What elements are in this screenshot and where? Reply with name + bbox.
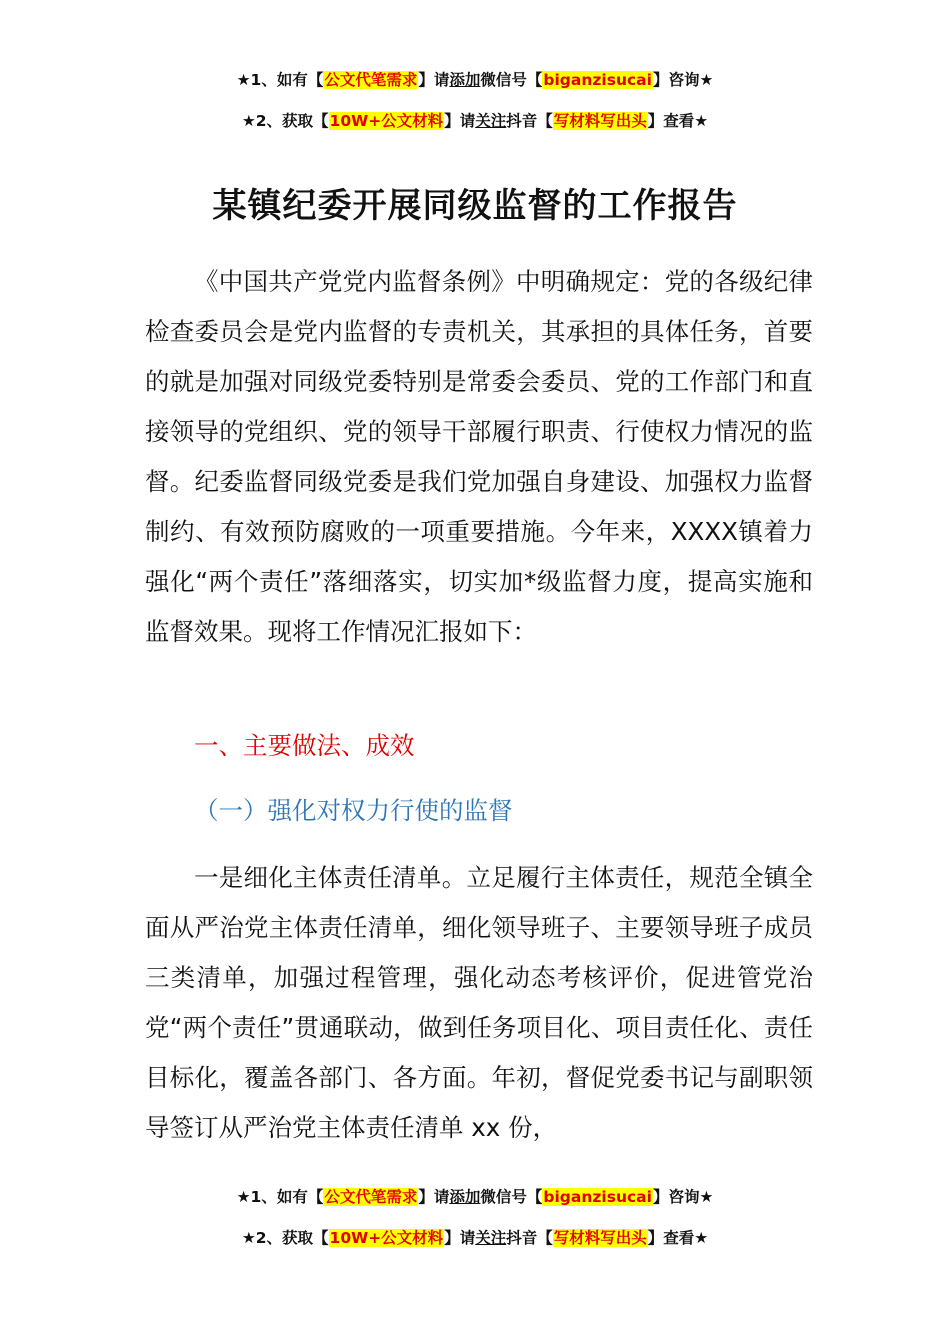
banner-text: ★1、如有【	[236, 1188, 324, 1206]
banner-text: 】请	[444, 1229, 476, 1247]
banner-text: 】咨询★	[652, 1188, 714, 1206]
section-heading: 一、主要做法、成效	[194, 731, 415, 760]
banner-highlight: 写材料写出头	[553, 112, 647, 130]
banner-text: 抖音【	[506, 112, 553, 130]
banner-text: 微信号【	[480, 1188, 543, 1206]
subsection-heading: （一）强化对权力行使的监督	[194, 796, 513, 825]
document-title: 某镇纪委开展同级监督的工作报告	[212, 186, 738, 226]
intro-paragraph: 《中国共产党党内监督条例》中明确规定：党的各级纪律检查委员会是党内监督的专责机关，其承担的具体任务，首要的就是加强对同级党委特别是常委会委员、党的工作部门和直接领导的党组织、党的领导干部履行职责、行使权力情况的监督。纪委监督同级党委是我们党加强自身建设、加强权力监督制约、有效预防腐败的一项重要措施。今年来，XXXX镇着力强化“两个责任”落细落实，切实加*级监督力度，提高实施和监督效果。现将工作情况汇报如下：	[145, 267, 813, 646]
banner-text: 微信号【	[480, 71, 543, 89]
banner-text: 】查看★	[647, 1229, 709, 1247]
banner-underline: 添加	[449, 1188, 481, 1206]
banner-highlight: 10W+公文材料	[329, 112, 444, 130]
banner-text: ★2、获取【	[241, 1229, 329, 1247]
body-paragraph: 一是细化主体责任清单。立足履行主体责任，规范全镇全面从严治党主体责任清单，细化领导班子、主要领导班子成员三类清单，加强过程管理，强化动态考核评价，促进管党治党“两个责任”贯通联动，做到任务项目化、项目责任化、责任目标化，覆盖各部门、各方面。年初，督促党委书记与副职领导签订从严治党主体责任清单 xx 份，	[145, 863, 813, 1142]
banner-highlight: biganzisucai	[543, 1188, 652, 1206]
banner-text: 】咨询★	[652, 71, 714, 89]
banner-underline: 关注	[475, 112, 507, 130]
banner-highlight: 写材料写出头	[553, 1229, 647, 1247]
banner-text: 】请	[444, 112, 476, 130]
banner-text: ★1、如有【	[236, 71, 324, 89]
bottom-banner-line-2	[0, 1227, 950, 1249]
banner-text: 】查看★	[647, 112, 709, 130]
banner-underline: 关注	[475, 1229, 507, 1247]
banner-highlight: 公文代笔需求	[324, 1188, 418, 1206]
banner-highlight: 10W+公文材料	[329, 1229, 444, 1247]
banner-highlight: 公文代笔需求	[324, 71, 418, 89]
top-banner-line-2	[0, 110, 950, 132]
banner-underline: 添加	[449, 71, 481, 89]
bottom-banner-line-1	[0, 1186, 950, 1208]
banner-text: 】请	[418, 1188, 450, 1206]
top-banner-line-1	[0, 69, 950, 91]
banner-text: ★2、获取【	[241, 112, 329, 130]
banner-text: 】请	[418, 71, 450, 89]
banner-text: 抖音【	[506, 1229, 553, 1247]
banner-highlight: biganzisucai	[543, 71, 652, 89]
